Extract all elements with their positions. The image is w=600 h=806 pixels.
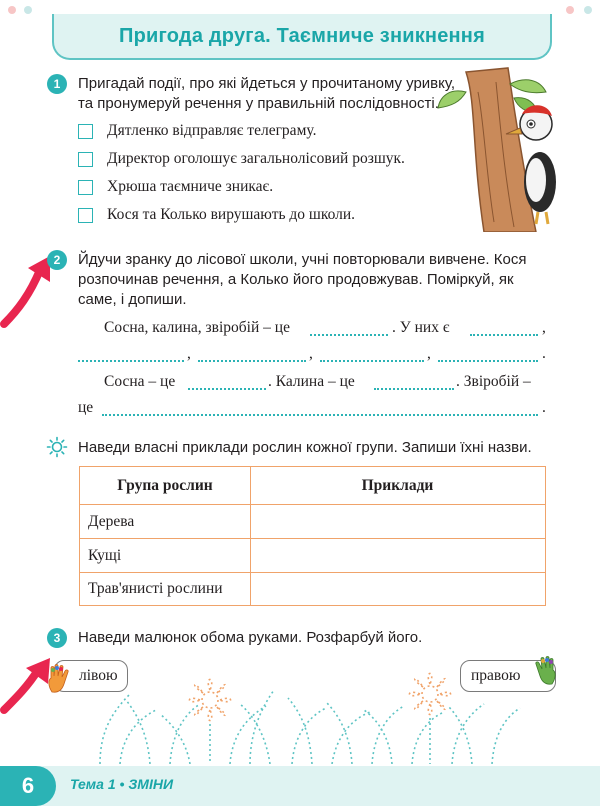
examples-cell[interactable] [252, 573, 544, 605]
sentence2-end: . Звіробій – [456, 373, 531, 390]
task-number-3: 3 [47, 628, 67, 648]
answer-blank[interactable] [102, 414, 538, 416]
topic-name: ЗМІНИ [128, 776, 174, 792]
page-footer [0, 766, 600, 806]
sequence-item-label: Кося та Колько вирушають до школи. [107, 206, 356, 223]
table-header: Приклади [361, 476, 434, 494]
table-row [80, 539, 545, 573]
answer-blank[interactable] [374, 388, 454, 390]
task-number-1: 1 [47, 74, 67, 94]
table-header: Група рослин [117, 476, 213, 494]
plants-table [79, 466, 546, 606]
examples-cell[interactable] [252, 505, 544, 538]
answer-blank[interactable] [78, 360, 184, 362]
task3-text: Наведи малюнок обома руками. Розфарбуй його. [78, 629, 423, 646]
plant-group: Трав'янисті рослини [88, 580, 223, 597]
answer-blank[interactable] [320, 360, 424, 362]
left-hand-text: лівою [79, 667, 118, 684]
answer-blank[interactable] [188, 388, 266, 390]
examples-cell[interactable] [252, 539, 544, 572]
topic-prefix: Тема 1 • [70, 776, 125, 792]
number-box[interactable] [78, 208, 93, 223]
sentence2-continuation: це [78, 399, 94, 416]
comma: , [427, 345, 431, 362]
period: . [542, 345, 546, 362]
number-box[interactable] [78, 152, 93, 167]
sequence-item [78, 178, 273, 196]
sentence2-start: Сосна – це [104, 373, 176, 390]
comma: , [309, 345, 313, 362]
sequence-item-label: Дятленко відправляє телеграму. [107, 122, 317, 139]
sequence-item-label: Хрюша таємниче зникає. [107, 178, 274, 195]
number-box[interactable] [78, 180, 93, 195]
sentence1-start: Сосна, калина, звіробій – це [104, 319, 290, 336]
task2-line1: Йдучи зранку до лісової школи, учні повторювали вивчене. Кося [78, 251, 527, 268]
answer-blank[interactable] [310, 334, 388, 336]
sequence-item [78, 150, 405, 168]
sequence-item [78, 122, 316, 140]
plant-group: Кущі [88, 546, 122, 564]
woodpecker-illustration [436, 62, 566, 232]
period: . [542, 399, 546, 416]
page-number: 6 [0, 766, 56, 806]
task1-line2: та пронумеруй речення у правильній послідовності. [78, 95, 439, 112]
extra-task-text: Наведи власні приклади рослин кожної групи. Запиши їхні назви. [78, 439, 532, 456]
right-hand-text: правою [471, 667, 521, 684]
sun-icon [46, 436, 68, 458]
tracing-drawing [60, 654, 540, 764]
comma: , [542, 319, 546, 336]
sequence-item [78, 206, 355, 224]
comma: , [187, 345, 191, 362]
task-number-2: 2 [47, 250, 67, 270]
table-row [80, 505, 545, 539]
sequence-item-label: Директор оголошує загальнолісовий розшук. [107, 150, 405, 167]
task2-line3: саме, і допиши. [78, 291, 187, 308]
plant-group: Дерева [88, 512, 135, 530]
task1-line1: Пригадай події, про які йдеться у прочитаному уривку, [78, 75, 456, 92]
number-box[interactable] [78, 124, 93, 139]
answer-blank[interactable] [198, 360, 306, 362]
page-title: Пригода друга. Таємниче зникнення [119, 24, 485, 47]
sentence1-middle: . У них є [392, 319, 450, 336]
table-header-row [80, 467, 545, 505]
answer-blank[interactable] [438, 360, 538, 362]
title-banner [52, 14, 552, 60]
task2-line2: розпочинав речення, а Колько його продовжував. Поміркуй, як [78, 271, 514, 288]
answer-blank[interactable] [470, 334, 538, 336]
sentence2-middle: . Калина – це [268, 373, 355, 390]
footer-topic [70, 776, 173, 792]
table-row [80, 573, 545, 605]
